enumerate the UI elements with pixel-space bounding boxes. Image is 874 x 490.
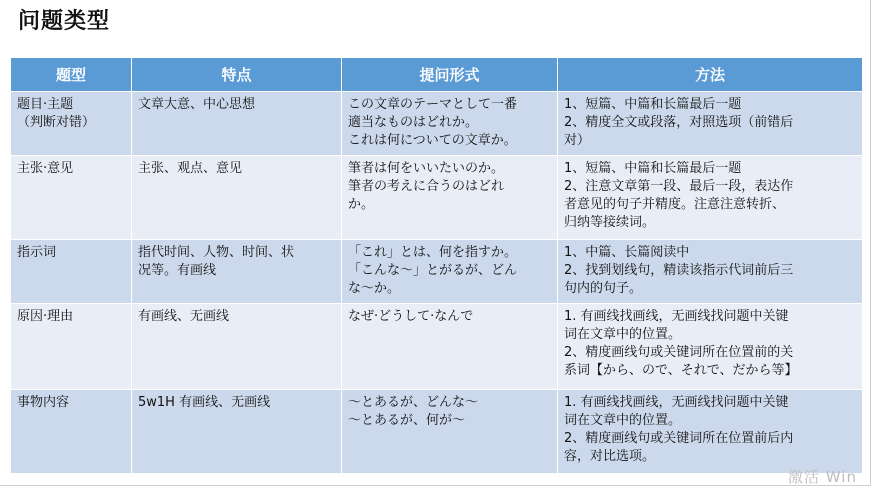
question-type-table	[10, 57, 863, 474]
table-row	[11, 156, 863, 240]
header-type: 题型	[11, 58, 132, 92]
cell-type	[11, 92, 132, 156]
cell-text-line: な～か。	[348, 281, 401, 296]
cell-text-line: 主张、观点、意见	[138, 161, 243, 176]
cell-text-line: ～とあるが、何が～	[348, 413, 466, 428]
cell-text-line: 文章大意、中心思想	[138, 97, 256, 112]
cell-text-line: 筆者は何をいいたいのか。	[348, 161, 505, 176]
cell-feature	[132, 304, 342, 390]
cell-text-line: 1、短篇、中篇和长篇最后一题	[564, 97, 742, 112]
cell-text-line: 1. 有画线找画线，无画线找问题中关键	[564, 309, 789, 324]
table-header-row	[11, 58, 863, 92]
cell-text-line: 「これ」とは、何を指すか。	[348, 245, 518, 260]
cell-text-line: これは何についての文章か。	[348, 133, 517, 148]
cell-text-line: 筆者の考えに合うのはどれ	[348, 179, 505, 194]
page-title: 问题类型	[18, 9, 111, 34]
cell-method	[558, 304, 863, 390]
cell-feature	[132, 240, 342, 304]
cell-text-line: 有画线、无画线	[138, 309, 230, 324]
cell-question-form	[342, 304, 558, 390]
header-question-form: 提问形式	[342, 58, 558, 92]
table-row	[11, 390, 863, 474]
cell-text-line: 原因·理由	[17, 309, 74, 324]
cell-text-line: 2、注意文章第一段、最后一段，表达作	[564, 179, 794, 194]
cell-type	[11, 240, 132, 304]
cell-method	[558, 240, 863, 304]
header-feature: 特点	[132, 58, 342, 92]
cell-text-line: （判断对错）	[17, 115, 96, 130]
cell-text-line: 2、精度画线句或关键词所在位置前后内	[564, 431, 794, 446]
cell-text-line: 系词【から、ので、それで、だから等】	[564, 363, 798, 378]
cell-text-line: 事物内容	[17, 395, 70, 410]
cell-text-line: 对）	[564, 133, 591, 148]
cell-method	[558, 390, 863, 474]
table-row	[11, 304, 863, 390]
cell-feature	[132, 92, 342, 156]
cell-question-form	[342, 390, 558, 474]
cell-question-form	[342, 240, 558, 304]
cell-text-line: 1、短篇、中篇和长篇最后一题	[564, 161, 742, 176]
cell-text-line: 容，对比选项。	[564, 449, 656, 464]
cell-text-line: 2、精度画线句或关键词所在位置前的关	[564, 345, 794, 360]
cell-text-line: 1. 有画线找画线，无画线找问题中关键	[564, 395, 789, 410]
cell-question-form	[342, 92, 558, 156]
table-row	[11, 240, 863, 304]
cell-text-line: この文章のテーマとして一番	[348, 97, 518, 112]
cell-text-line: 1、中篇、长篇阅读中	[564, 245, 690, 260]
cell-feature	[132, 390, 342, 474]
cell-text-line: 题目·主题	[17, 97, 74, 112]
cell-type	[11, 304, 132, 390]
cell-text-line: 词在文章中的位置。	[564, 413, 682, 428]
cell-text-line: 適当なものはどれか。	[348, 115, 479, 130]
cell-text-line: 词在文章中的位置。	[564, 327, 682, 342]
cell-feature	[132, 156, 342, 240]
header-method: 方法	[558, 58, 863, 92]
cell-text-line: 指示词	[17, 245, 57, 260]
activation-watermark: 激活 Win	[788, 468, 857, 486]
cell-text-line: か。	[348, 197, 375, 212]
cell-text-line: 2、精度全文或段落，对照选项（前错后	[564, 115, 794, 130]
cell-text-line: 者意见的句子并精度。注意注意转折、	[564, 197, 786, 212]
cell-text-line: 指代时间、人物、时间、状	[138, 245, 295, 260]
cell-text-line: 句内的句子。	[564, 281, 643, 296]
cell-type	[11, 156, 132, 240]
cell-text-line: 主张·意见	[17, 161, 74, 176]
cell-type	[11, 390, 132, 474]
cell-method	[558, 92, 863, 156]
cell-text-line: ～とあるが、どんな～	[348, 395, 479, 410]
cell-method	[558, 156, 863, 240]
cell-text-line: 归纳等接续词。	[564, 215, 656, 230]
cell-text-line: なぜ·どうして·なんで	[348, 309, 474, 324]
cell-text-line: 5w1H 有画线、无画线	[138, 395, 271, 410]
cell-text-line: 2、找到划线句，精读该指示代词前后三	[564, 263, 794, 278]
cell-text-line: 「こんな～」とがるが、どん	[348, 263, 518, 278]
table-row	[11, 92, 863, 156]
cell-question-form	[342, 156, 558, 240]
cell-text-line: 况等。有画线	[138, 263, 217, 278]
